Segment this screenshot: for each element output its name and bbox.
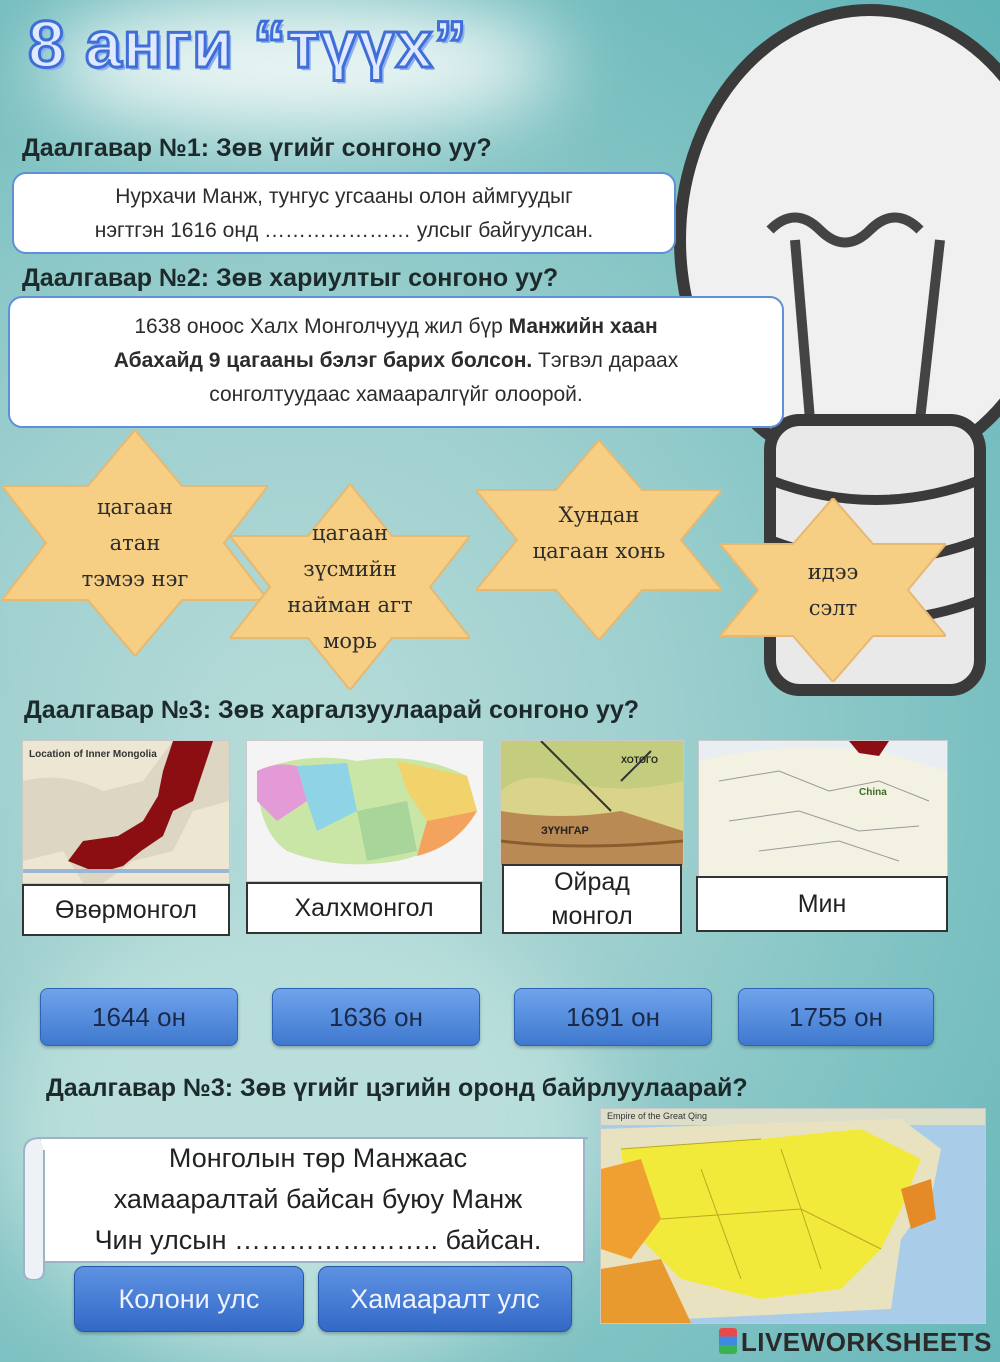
task4-heading: Даалгавар №3: Зөв үгийг цэгийн оронд байрлуулаарай? bbox=[46, 1074, 748, 1102]
year-button[interactable]: 1691 он bbox=[514, 988, 712, 1046]
map-image bbox=[23, 741, 229, 883]
label-oirat-text: Ойрад монгол bbox=[551, 868, 633, 930]
task4-line1: Монголын төр Манжаас bbox=[168, 1143, 468, 1173]
task2-heading: Даалгавар №2: Зөв хариултыг сонгоно уу? bbox=[22, 264, 559, 292]
task1-heading: Даалгавар №1: Зөв үгийг сонгоно уу? bbox=[22, 134, 492, 162]
map-khalkha bbox=[246, 740, 484, 882]
footer-brand-text: LIVEWORKSHEETS bbox=[740, 1327, 992, 1357]
map-great-qing bbox=[600, 1108, 986, 1324]
task1-line1: Нурхачи Манж, тунгус угсааны олон аймгуудыг bbox=[115, 185, 573, 208]
map-image bbox=[699, 741, 947, 877]
question-scroll bbox=[18, 1132, 588, 1280]
task2-line2-bold: Абахайд 9 цагааны бэлэг барих болсон. bbox=[113, 349, 533, 372]
task2-line3: сонголтуудаас хамааралгүйг олоорой. bbox=[209, 383, 583, 406]
option-star-text: цагаан атан тэмээ нэг bbox=[81, 495, 189, 591]
label-ming[interactable]: Мин bbox=[696, 876, 948, 932]
task3-heading: Даалгавар №3: Зөв харгалзуулаарай сонгоно уу? bbox=[24, 696, 640, 724]
map-oirat bbox=[500, 740, 684, 866]
option-star-text: Хундан цагаан хонь bbox=[532, 503, 666, 563]
option-star-text: цагаан зүсмийн найман агт морь bbox=[287, 521, 413, 653]
option-star[interactable] bbox=[230, 484, 470, 690]
year-button[interactable]: 1644 он bbox=[40, 988, 238, 1046]
map-image bbox=[601, 1109, 985, 1323]
map-caption: ЗҮҮНГАР bbox=[541, 825, 589, 837]
page-title: 8 анги “түүх” bbox=[28, 7, 468, 81]
label-khalkha[interactable]: Халхмонгол bbox=[246, 882, 482, 934]
choice-button-colony[interactable]: Колони улс bbox=[74, 1266, 304, 1332]
task2-line1-plain: 1638 оноос Халх Монголчууд жил бүр bbox=[134, 315, 509, 338]
map-caption: Location of Inner Mongolia bbox=[29, 749, 157, 760]
task1-line2: нэгтгэн 1616 онд ………………… улсыг байгуулсан. bbox=[94, 219, 594, 242]
task2-line2-plain: Тэгвэл дараах bbox=[532, 349, 679, 372]
label-oirat[interactable] bbox=[502, 864, 682, 934]
map-inner-mongolia bbox=[22, 740, 230, 884]
task4-line2: хамааралтай байсан буюу Манж bbox=[113, 1184, 523, 1214]
option-star[interactable] bbox=[476, 440, 722, 640]
option-star[interactable] bbox=[720, 498, 946, 682]
year-button[interactable]: 1755 он bbox=[738, 988, 934, 1046]
map-image bbox=[247, 741, 483, 881]
map-caption: ХОТОГО bbox=[621, 755, 659, 765]
task2-line1-bold: Манжийн хаан bbox=[508, 315, 658, 338]
option-star[interactable] bbox=[2, 430, 268, 656]
map-ming bbox=[698, 740, 948, 878]
year-button[interactable]: 1636 он bbox=[272, 988, 480, 1046]
footer-brand bbox=[719, 1327, 992, 1358]
choice-button-dependent[interactable]: Хамааралт улс bbox=[318, 1266, 572, 1332]
task4-line3: Чин улсын ………………….. байсан. bbox=[94, 1225, 542, 1255]
map-caption: Empire of the Great Qing bbox=[607, 1111, 708, 1121]
map-caption: China bbox=[859, 787, 887, 798]
label-inner-mongolia[interactable]: Өвөрмонгол bbox=[22, 884, 230, 936]
task4-question-text bbox=[58, 1138, 578, 1261]
task2-question-box bbox=[8, 296, 784, 428]
option-star-text: идээ сэлт bbox=[807, 560, 859, 620]
liveworksheets-logo-icon bbox=[719, 1328, 737, 1354]
task1-question-box bbox=[12, 172, 676, 254]
